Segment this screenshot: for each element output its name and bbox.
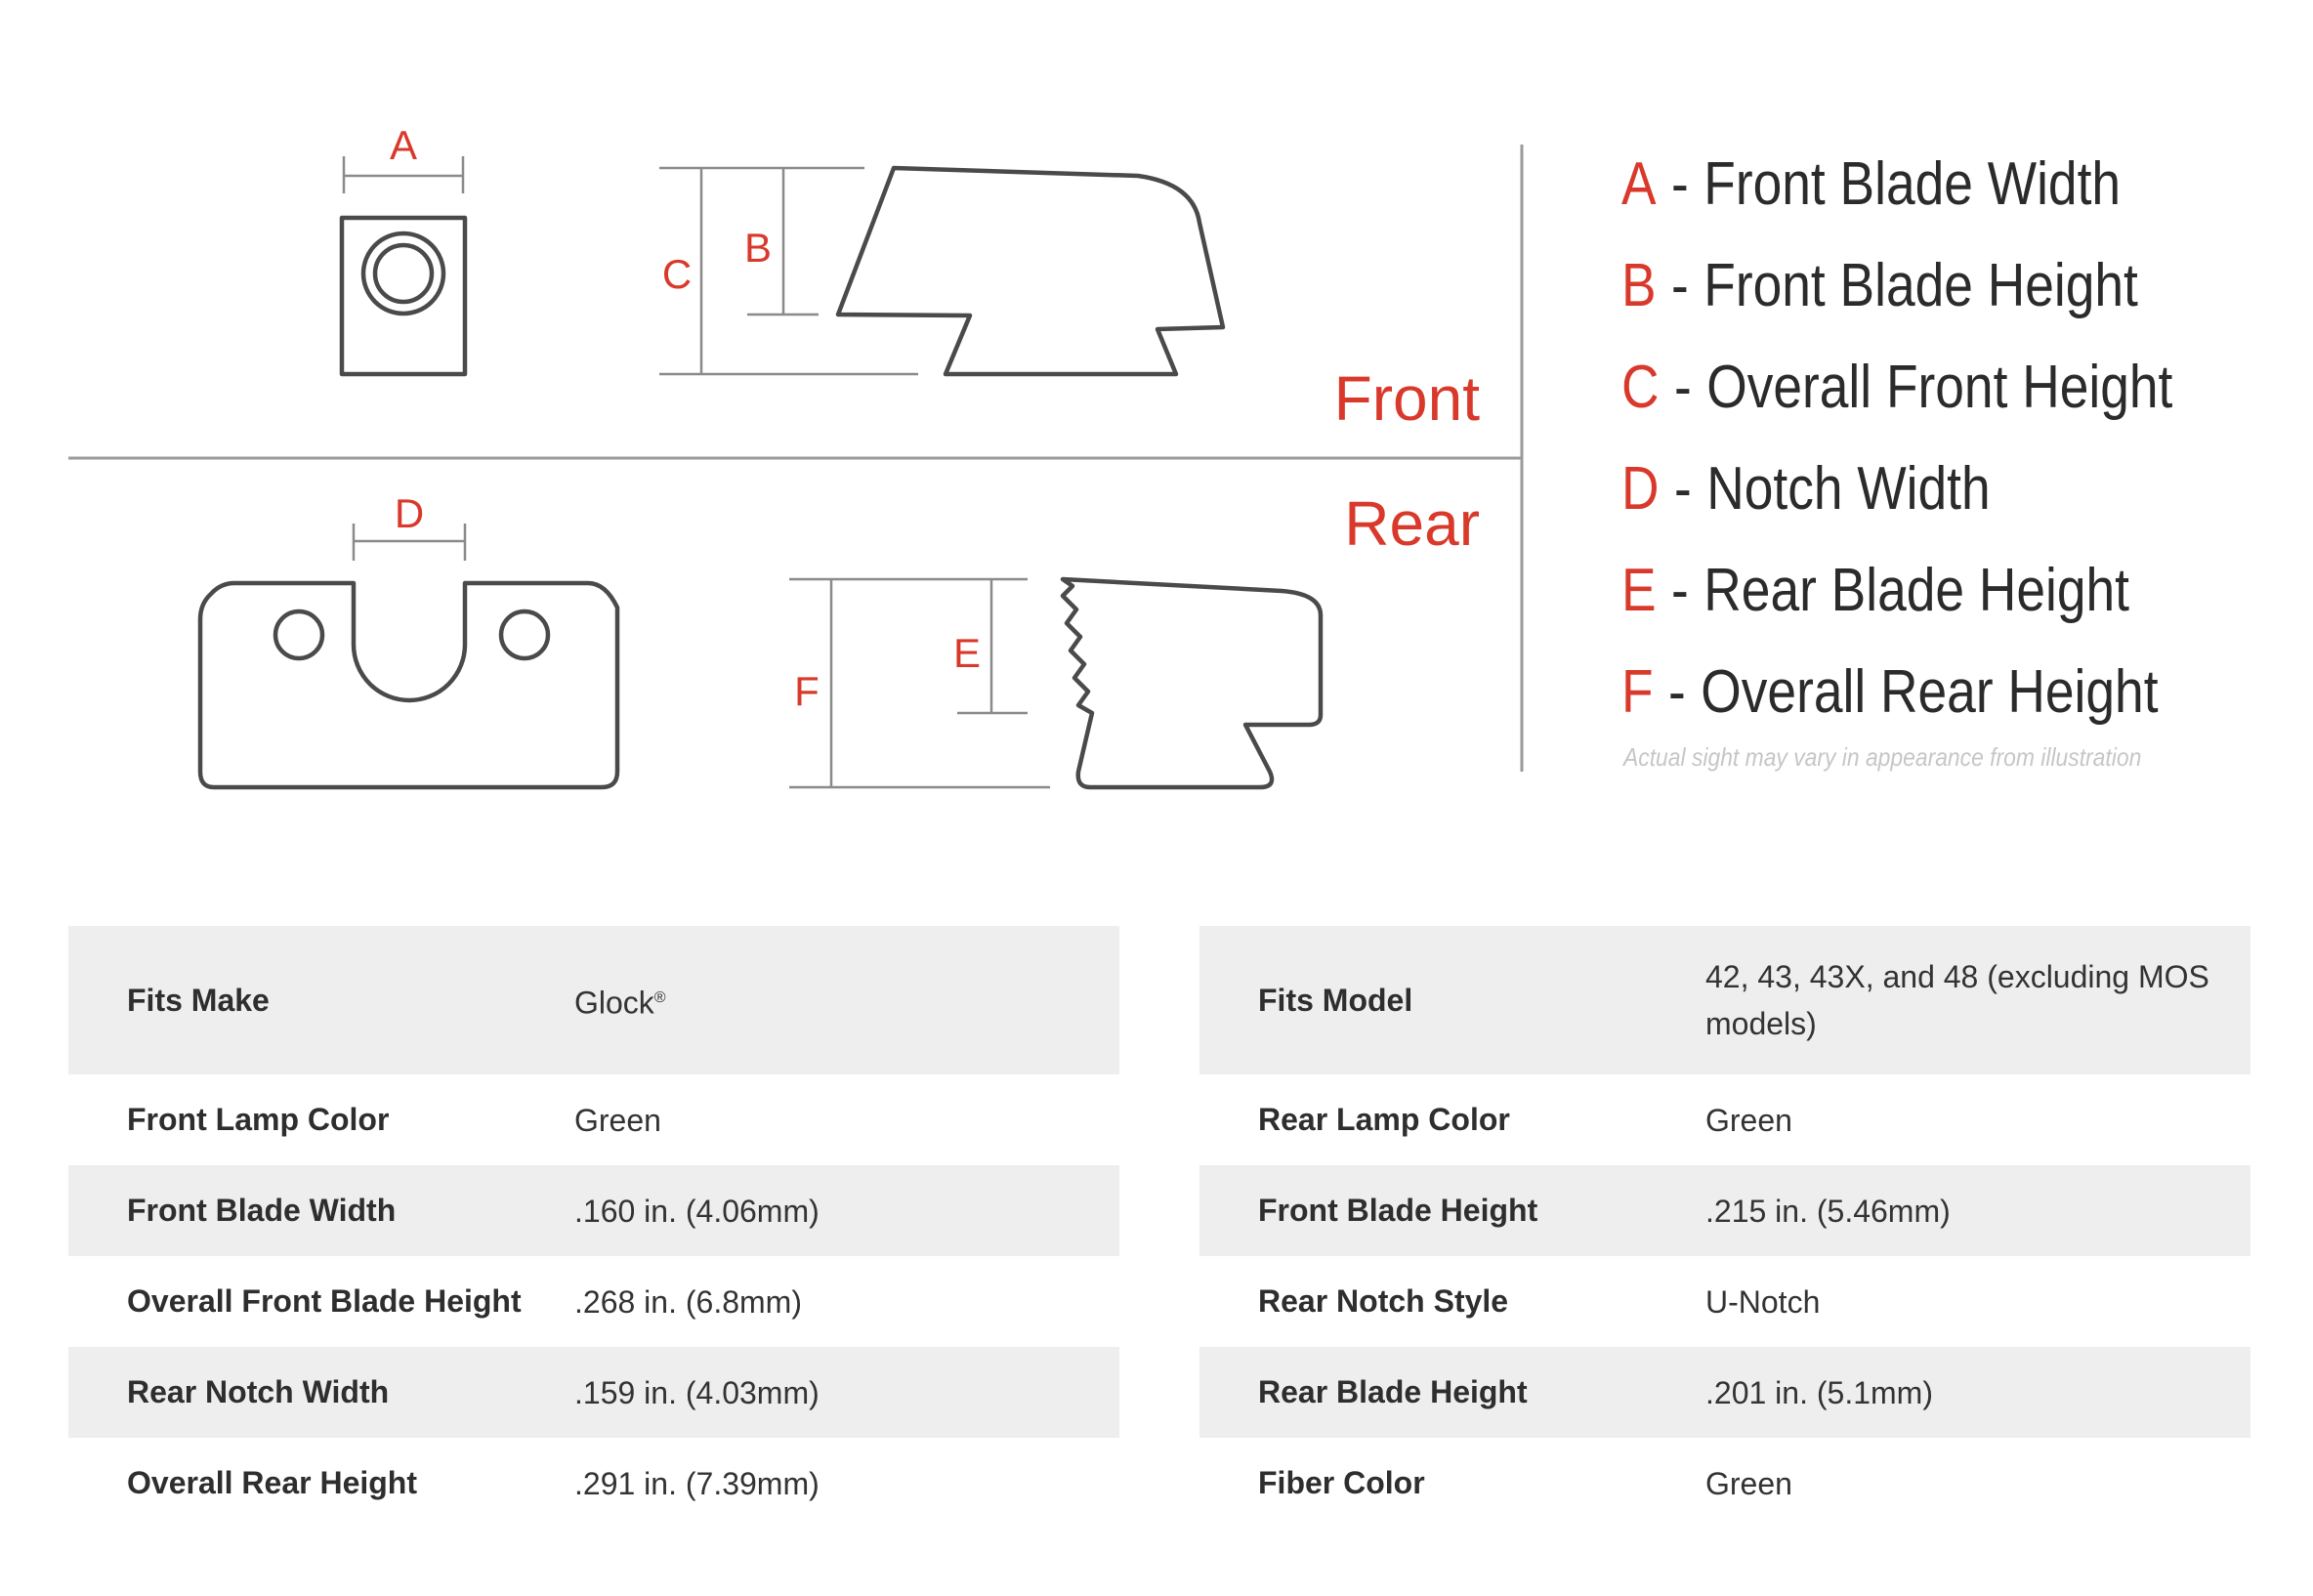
spec-label: Overall Front Blade Height xyxy=(127,1283,522,1319)
dimension-label-b: B xyxy=(743,225,773,271)
spec-row xyxy=(1199,1347,2250,1438)
spec-value: .291 in. (7.39mm) xyxy=(574,1465,820,1501)
legend-item-a xyxy=(1621,133,2172,234)
legend-letter: D xyxy=(1621,454,1660,523)
front-section-label: Front xyxy=(1333,363,1480,434)
legend-letter: E xyxy=(1621,556,1657,624)
legend-label: Notch Width xyxy=(1706,454,1991,523)
spec-row xyxy=(1199,1165,2250,1256)
legend-item-c xyxy=(1621,336,2172,438)
spec-label: Fits Model xyxy=(1199,926,1705,1074)
spec-table-right xyxy=(1199,926,2250,1529)
dimension-label-a: A xyxy=(389,122,418,168)
spec-label: Rear Notch Style xyxy=(1258,1283,1509,1319)
spec-row xyxy=(68,1347,1119,1438)
spec-value: .201 in. (5.1mm) xyxy=(1705,1347,2250,1438)
legend-letter: C xyxy=(1621,353,1660,421)
legend-item-f xyxy=(1621,641,2172,742)
dimension-label-f: F xyxy=(794,668,820,714)
spec-row xyxy=(1199,1256,2250,1347)
legend-separator: - xyxy=(1671,251,1689,319)
legend-label: Overall Front Height xyxy=(1706,353,2173,421)
spec-value: Green xyxy=(1705,1465,1792,1501)
legend-separator: - xyxy=(1673,353,1692,421)
spec-row xyxy=(68,1074,1119,1165)
legend-separator: - xyxy=(1671,149,1689,218)
legend-label: Rear Blade Height xyxy=(1703,556,2130,624)
front-sight-top-view xyxy=(342,218,465,374)
spec-label: Fits Make xyxy=(68,926,574,1074)
dimension-label-c: C xyxy=(661,251,693,297)
dimension-label-e: E xyxy=(952,630,982,676)
spec-value xyxy=(574,926,1119,1074)
spec-label: Rear Blade Height xyxy=(1199,1347,1705,1438)
spec-row xyxy=(1199,926,2250,1074)
legend-item-b xyxy=(1621,234,2172,336)
legend-separator: - xyxy=(1671,556,1689,624)
spec-label: Rear Lamp Color xyxy=(1258,1102,1510,1137)
legend-separator: - xyxy=(1673,454,1692,523)
spec-label: Overall Rear Height xyxy=(127,1465,417,1500)
spec-value: .160 in. (4.06mm) xyxy=(574,1165,1119,1256)
spec-value: .159 in. (4.03mm) xyxy=(574,1347,1119,1438)
registered-mark: ® xyxy=(653,988,666,1006)
spec-value: .268 in. (6.8mm) xyxy=(574,1283,802,1320)
spec-value: 42, 43, 43X, and 48 (excluding MOS models) xyxy=(1705,926,2250,1074)
dimension-b xyxy=(744,168,819,315)
spec-label: Front Blade Height xyxy=(1199,1165,1705,1256)
spec-value: .215 in. (5.46mm) xyxy=(1705,1165,2250,1256)
legend-label: Overall Rear Height xyxy=(1701,657,2159,726)
spec-value: Green xyxy=(574,1102,661,1138)
dimension-e xyxy=(953,579,1028,713)
spec-row xyxy=(68,1165,1119,1256)
dimension-c xyxy=(659,168,918,374)
dimension-d xyxy=(354,490,465,561)
dimension-legend xyxy=(1621,133,2262,742)
spec-label: Front Blade Width xyxy=(68,1165,574,1256)
dimension-f xyxy=(789,579,1050,787)
legend-separator: - xyxy=(1668,657,1686,726)
spec-value-text: Glock xyxy=(574,985,654,1021)
legend-letter: F xyxy=(1621,657,1654,726)
rear-sight-back-view xyxy=(200,583,617,787)
spec-row xyxy=(68,1256,1119,1347)
legend-label: Front Blade Height xyxy=(1703,251,2138,319)
spec-value: Green xyxy=(1705,1102,1792,1138)
spec-row xyxy=(68,926,1119,1074)
legend-letter: A xyxy=(1621,149,1657,218)
dimension-a xyxy=(344,122,463,193)
legend-letter: B xyxy=(1621,251,1657,319)
rear-sight-side-view xyxy=(1063,579,1321,787)
dimension-label-d: D xyxy=(394,490,425,536)
spec-label: Fiber Color xyxy=(1258,1465,1425,1500)
front-sight-side-view xyxy=(838,168,1223,374)
illustration-disclaimer: Actual sight may vary in appearance from illustration xyxy=(1623,742,2142,772)
legend-label: Front Blade Width xyxy=(1703,149,2122,218)
spec-row xyxy=(1199,1438,2250,1529)
legend-item-e xyxy=(1621,539,2172,641)
spec-label: Rear Notch Width xyxy=(68,1347,574,1438)
spec-table-left xyxy=(68,926,1119,1529)
spec-value: U-Notch xyxy=(1705,1283,1821,1320)
rear-section-label: Rear xyxy=(1344,488,1480,559)
spec-row xyxy=(68,1438,1119,1529)
spec-row xyxy=(1199,1074,2250,1165)
spec-label: Front Lamp Color xyxy=(127,1102,390,1137)
legend-item-d xyxy=(1621,438,2172,539)
